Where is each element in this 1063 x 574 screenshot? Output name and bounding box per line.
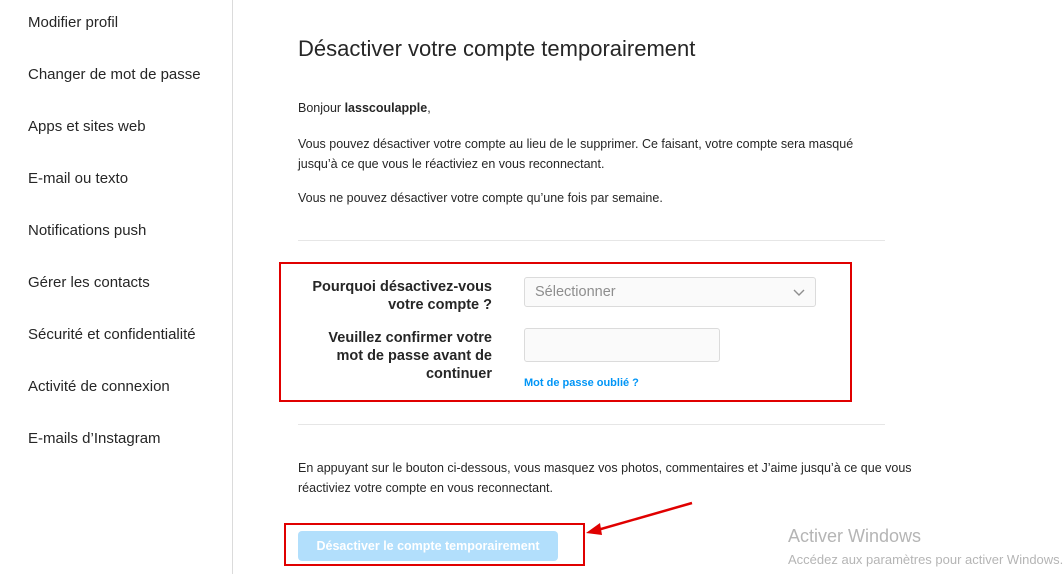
reason-select[interactable] xyxy=(524,277,816,307)
sidebar-item-email-sms[interactable]: E-mail ou texto xyxy=(28,170,129,187)
greeting-prefix: Bonjour xyxy=(298,101,345,115)
greeting xyxy=(298,98,431,118)
weekly-limit-note: Vous ne pouvez désactiver votre compte qu’une fois par semaine. xyxy=(298,191,663,205)
deactivate-consequence-note: En appuyant sur le bouton ci-dessous, vous masquez vos photos, commentaires et J’aime jusqu’à ce que vous réactiviez votre compte en vous reconnectant. xyxy=(298,461,912,495)
username: lasscoulapple xyxy=(344,101,428,115)
sidebar-item-change-password[interactable]: Changer de mot de passe xyxy=(28,66,201,83)
deactivate-account-button[interactable]: Désactiver le compte temporairement xyxy=(298,531,558,561)
password-label: Veuillez confirmer votre mot de passe avant de continuer xyxy=(328,330,492,382)
password-field[interactable] xyxy=(524,328,720,362)
settings-sidebar xyxy=(0,0,233,574)
divider xyxy=(298,240,885,241)
sidebar-item-edit-profile[interactable]: Modifier profil xyxy=(28,14,119,31)
greeting-suffix: , xyxy=(427,101,431,115)
sidebar-item-instagram-emails[interactable]: E-mails d’Instagram xyxy=(28,430,161,447)
chevron-down-icon xyxy=(793,287,805,297)
main-content xyxy=(234,0,912,574)
deactivate-explanation: Vous pouvez désactiver votre compte au lieu de le supprimer. Ce faisant, votre compte sera masqué jusqu’à ce que vous le réactiviez en vous reconnectant. xyxy=(298,137,854,171)
sidebar-item-privacy-security[interactable]: Sécurité et confidentialité xyxy=(28,326,196,343)
windows-activation-watermark: Activer Windows xyxy=(788,526,922,546)
page-title: Désactiver votre compte temporairement xyxy=(298,36,696,61)
sidebar-item-apps-websites[interactable]: Apps et sites web xyxy=(28,118,146,135)
reason-select-value: Sélectionner xyxy=(535,284,616,300)
sidebar-item-push-notifications[interactable]: Notifications push xyxy=(28,222,147,239)
reason-label: Pourquoi désactivez-vous votre compte ? xyxy=(312,279,492,313)
sidebar-item-manage-contacts[interactable]: Gérer les contacts xyxy=(28,274,150,291)
divider xyxy=(298,424,885,425)
sidebar-item-login-activity[interactable]: Activité de connexion xyxy=(28,378,170,395)
windows-activation-subtext: Accédez aux paramètres pour activer Windows. xyxy=(788,552,1063,567)
forgot-password-link[interactable]: Mot de passe oublié ? xyxy=(524,377,639,389)
